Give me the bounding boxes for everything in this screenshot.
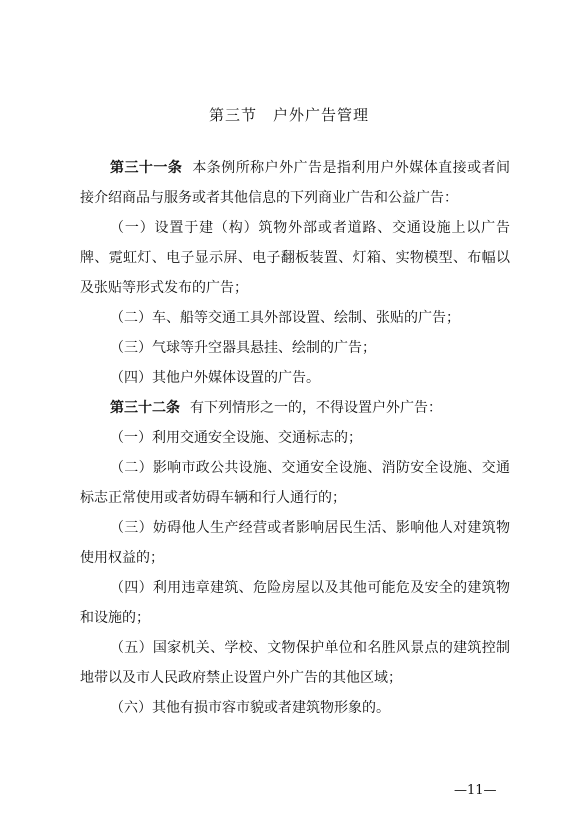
paragraph-text: （二）车、船等交通工具外部设置、绘制、张贴的广告； xyxy=(110,310,460,326)
paragraph-text: （六）其他有损市容市貌或者建筑物形象的。 xyxy=(110,700,390,716)
paragraph-text: （三）妨碍他人生产经营或者影响居民生活、影响他人对建筑物使用权益的； xyxy=(80,520,510,566)
paragraph xyxy=(80,573,510,633)
document-body xyxy=(80,153,510,723)
paragraph xyxy=(80,633,510,693)
paragraph-text: （五）国家机关、学校、文物保护单位和名胜风景点的建筑控制地带以及市人民政府禁止设置户外广告的其他区域； xyxy=(80,640,510,686)
article-number: 第三十二条 xyxy=(110,400,180,416)
paragraph-text: 本条例所称户外广告是指利用户外媒体直接或者间接介绍商品与服务或者其他信息的下列商业广告和公益广告： xyxy=(80,160,511,206)
paragraph-text: 有下列情形之一的，不得设置户外广告： xyxy=(190,400,442,416)
paragraph xyxy=(80,453,510,513)
article-number: 第三十一条 xyxy=(110,160,183,176)
paragraph-text: （一）利用交通安全设施、交通标志的； xyxy=(110,430,362,446)
paragraph xyxy=(80,423,510,453)
section-title: 第三节 户外广告管理 xyxy=(208,106,369,124)
paragraph-text: （四）利用违章建筑、危险房屋以及其他可能危及安全的建筑物和设施的； xyxy=(80,580,510,626)
paragraph xyxy=(80,363,510,393)
page-number: —11— xyxy=(454,783,497,798)
paragraph xyxy=(80,513,510,573)
paragraph-text: （二）影响市政公共设施、交通安全设施、消防安全设施、交通标志正常使用或者妨碍车辆和行人通行的； xyxy=(80,460,510,506)
paragraph xyxy=(80,153,510,213)
paragraph-text: （四）其他户外媒体设置的广告。 xyxy=(110,370,320,386)
paragraph xyxy=(80,333,510,363)
paragraph-text: （一）设置于建（构）筑物外部或者道路、交通设施上以广告牌、霓虹灯、电子显示屏、电子翻板装置、灯箱、实物模型、布幅以及张贴等形式发布的广告； xyxy=(80,220,510,296)
paragraph xyxy=(80,213,510,303)
paragraph-text: （三）气球等升空器具悬挂、绘制的广告； xyxy=(110,340,376,356)
paragraph xyxy=(80,303,510,333)
paragraph xyxy=(80,693,510,723)
paragraph xyxy=(80,393,510,423)
